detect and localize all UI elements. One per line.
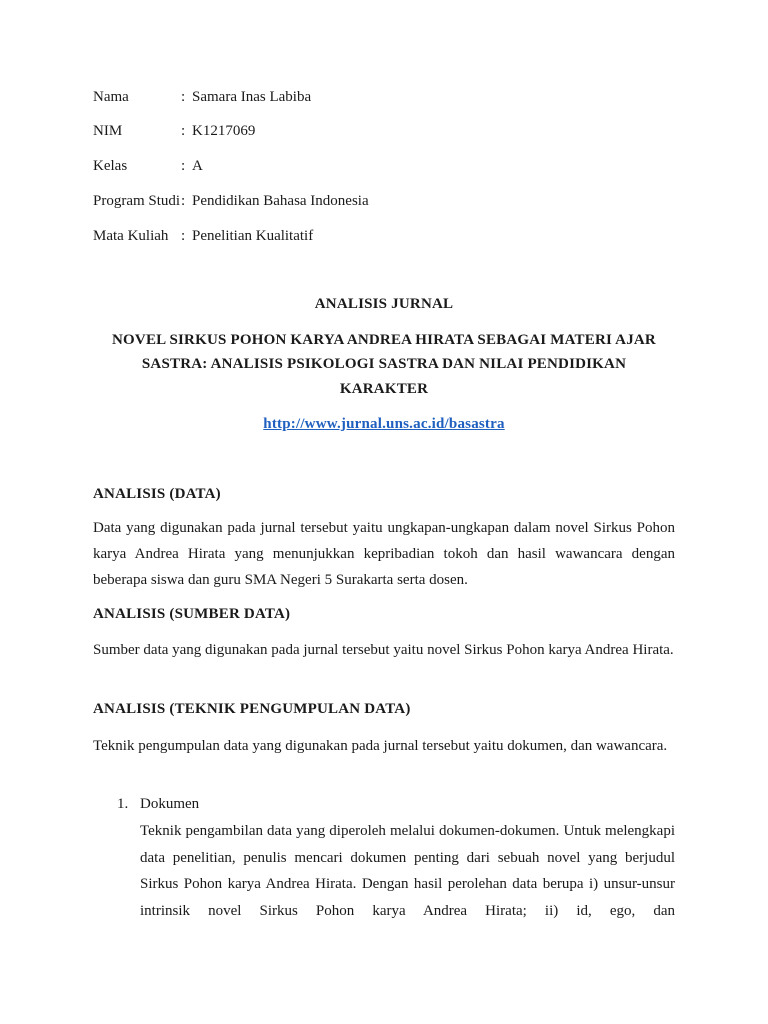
list-item-text: Teknik pengambilan data yang diperoleh melalui dokumen-dokumen. Untuk melengkapi data penelitian, penulis mencari dokumen penting dari sebuah novel yang berjudul Sirkus Pohon karya Andrea Hirata. Dengan hasil perolehan data berupa i) unsur-unsur intrinsik novel Sirkus Pohon karya Andrea Hirata; ii) id, ego, dan — [140, 823, 675, 919]
document-heading: ANALISIS JURNAL — [314, 296, 454, 312]
identity-value: A — [192, 158, 203, 174]
list-item-title: Dokumen — [140, 796, 200, 812]
title-line: NOVEL SIRKUS POHON KARYA ANDREA HIRATA SEBAGAI MATERI AJAR — [112, 332, 656, 348]
identity-label: Mata Kuliah — [93, 228, 169, 244]
identity-value: Samara Inas Labiba — [192, 89, 312, 105]
identity-value: Penelitian Kualitatif — [192, 228, 314, 244]
identity-row-mata-kuliah — [93, 227, 313, 245]
section-text-sumber-data: Sumber data yang digunakan pada jurnal tersebut yaitu novel Sirkus Pohon karya Andrea Hirata. — [93, 642, 674, 658]
journal-link[interactable]: http://www.jurnal.uns.ac.id/basastra — [263, 416, 505, 432]
journal-link-wrap — [93, 416, 675, 433]
identity-value: Pendidikan Bahasa Indonesia — [192, 193, 369, 209]
identity-label: Program Studi — [93, 193, 181, 209]
section-heading-teknik: ANALISIS (TEKNIK PENGUMPULAN DATA) — [93, 701, 411, 717]
title-line: SASTRA: ANALISIS PSIKOLOGI SASTRA DAN NILAI PENDIDIKAN — [141, 356, 627, 372]
identity-value: K1217069 — [192, 123, 256, 139]
identity-colon: : — [181, 123, 186, 139]
identity-label: Kelas — [93, 158, 128, 174]
section-text-teknik: Teknik pengumpulan data yang digunakan pada jurnal tersebut yaitu dokumen, dan wawancara. — [93, 738, 668, 754]
identity-row-nim — [93, 122, 255, 140]
identity-colon: : — [181, 158, 186, 174]
section-heading-data: ANALISIS (DATA) — [93, 486, 221, 502]
list-item-number: 1. — [117, 796, 129, 812]
identity-row-kelas — [93, 157, 203, 175]
title-line: KARAKTER — [339, 381, 429, 397]
identity-label: NIM — [93, 123, 123, 139]
identity-row-nama — [93, 88, 311, 106]
identity-label: Nama — [93, 89, 129, 105]
identity-colon: : — [181, 228, 186, 244]
section-text-data: Data yang digunakan pada jurnal tersebut yaitu ungkapan-ungkapan dalam novel Sirkus Pohon karya Andrea Hirata yang menunjukkan kepribadian tokoh dan hasil wawancara dengan beberapa siswa dan guru SMA Negeri 5 Surakarta serta dosen. — [93, 520, 675, 588]
identity-row-program-studi — [93, 192, 369, 210]
section-heading-sumber-data: ANALISIS (SUMBER DATA) — [93, 606, 291, 622]
identity-colon: : — [181, 89, 186, 105]
identity-colon: : — [181, 193, 186, 209]
